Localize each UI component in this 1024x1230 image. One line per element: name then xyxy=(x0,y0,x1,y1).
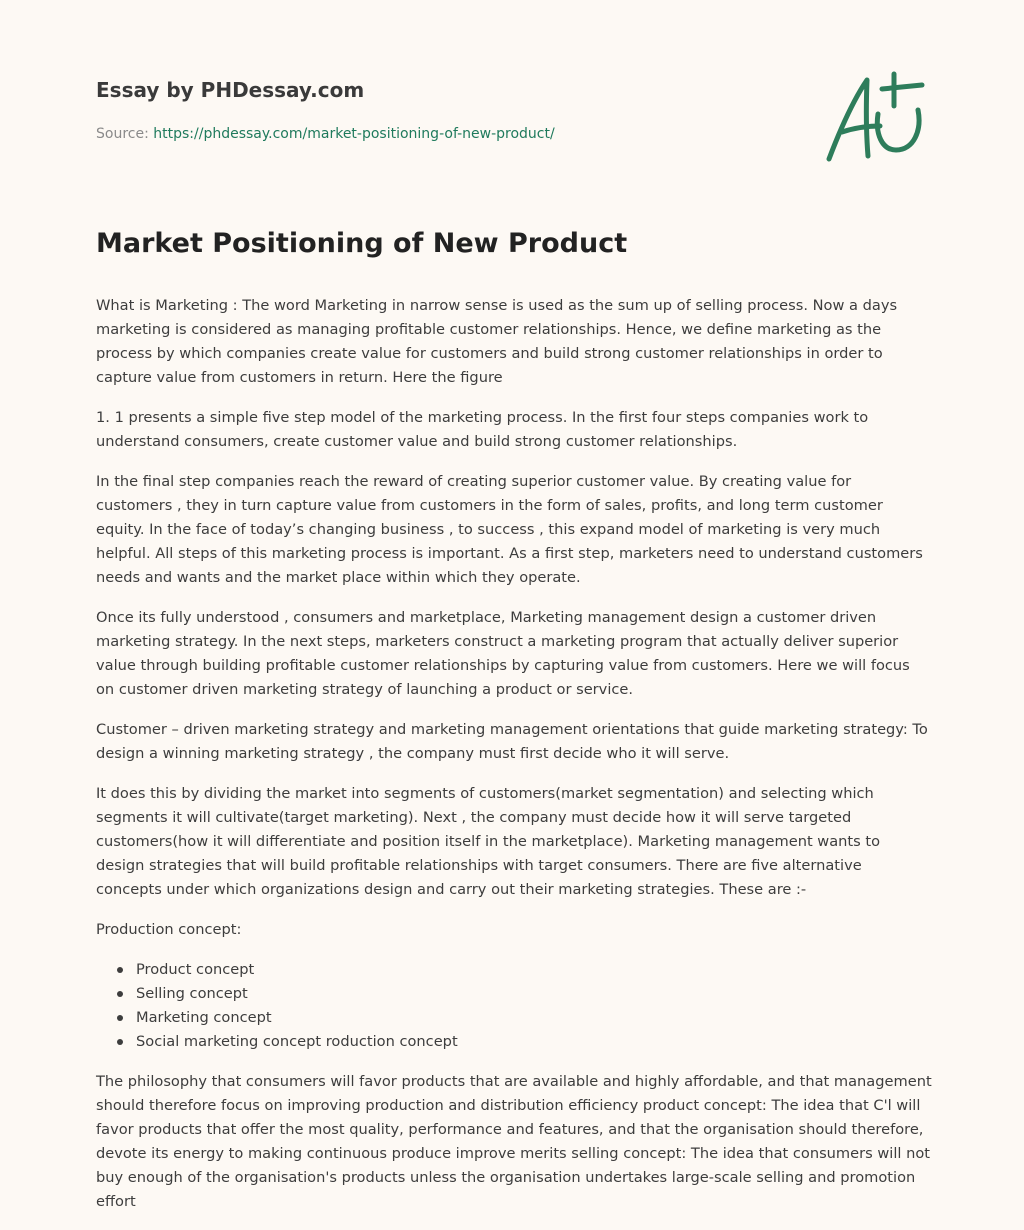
paragraph: Customer – driven marketing strategy and marketing management orientations that guide marketing strategy: To design a winning marketing strategy , the company must first decide who it will serve. xyxy=(96,721,928,762)
paragraph: 1. 1 presents a simple five step model of the marketing process. In the first four steps companies work to understand consumers, create customer value and build strong customer relationships. xyxy=(96,409,869,450)
bullet-icon xyxy=(117,1015,123,1021)
source-line xyxy=(96,124,796,144)
paragraph: It does this by dividing the market into segments of customers(market segmentation) and selecting which segments it will cultivate(target marketing). Next , the company must decide how it will serve targeted customers(how it will differentiate and position itself in the marketplace). Marketing management wants to design strategies that will build profitable relationships with target consumers. There are five alternative concepts under which organizations design and carry out their marketing strategies. These are :- xyxy=(96,785,881,898)
paragraph: In the final step companies reach the reward of creating superior customer value. By creating value for customers , they in turn capture value from customers in the form of sales, profits, and long term customer equity. In the face of today’s changing business , to success , this expand model of marketing is very much helpful. All steps of this marketing process is important. As a first step, marketers need to understand customers needs and wants and the market place within which they operate. xyxy=(96,473,923,586)
article-title: Market Positioning of New Product xyxy=(96,228,628,259)
list-item-text: Social marketing concept roduction concept xyxy=(136,1033,458,1050)
list-item xyxy=(96,1006,932,1030)
list-item xyxy=(96,982,932,1006)
bullet-icon xyxy=(117,1039,123,1045)
source-label: Source: xyxy=(96,126,149,142)
list-item-text: Product concept xyxy=(136,961,255,978)
list-item-text: Marketing concept xyxy=(136,1009,272,1026)
bullet-icon xyxy=(117,991,123,997)
bullet-icon xyxy=(117,967,123,973)
paragraph: The philosophy that consumers will favor products that are available and highly affordable, and that management should therefore focus on improving production and distribution efficiency product concept: The idea that C'l will favor products that offer the most quality, performance and features, and that the organisation should therefore, devote its energy to making continuous produce improve merits selling concept: The idea that consumers will not buy enough of the organisation's products unless the organisation undertakes large-scale selling and promotion effort xyxy=(96,1073,932,1210)
list-item xyxy=(96,1030,932,1054)
paragraph: Once its fully understood , consumers and marketplace, Marketing management design a customer driven marketing strategy. In the next steps, marketers construct a marketing program that actually deliver superior value through building profitable customer relationships by capturing value from customers. Here we will focus on customer driven marketing strategy of launching a product or service. xyxy=(96,609,910,698)
concept-list xyxy=(96,958,932,1054)
site-brand: Essay by PHDessay.com xyxy=(96,78,365,102)
page-header xyxy=(96,76,796,144)
source-link[interactable]: https://phdessay.com/market-positioning-of-new-product/ xyxy=(153,126,555,142)
paragraph: Production concept: xyxy=(96,921,242,938)
paragraph: What is Marketing : The word Marketing in narrow sense is used as the sum up of selling process. Now a days marketing is considered as managing profitable customer relationships. Hence, we define marketing as the process by which companies create value for customers and build strong customer relationships in order to capture value from customers in return. Here the figure xyxy=(96,297,898,386)
list-item xyxy=(96,958,932,982)
article xyxy=(96,224,932,1230)
list-item-text: Selling concept xyxy=(136,985,248,1002)
a-plus-logo-icon xyxy=(822,68,928,164)
